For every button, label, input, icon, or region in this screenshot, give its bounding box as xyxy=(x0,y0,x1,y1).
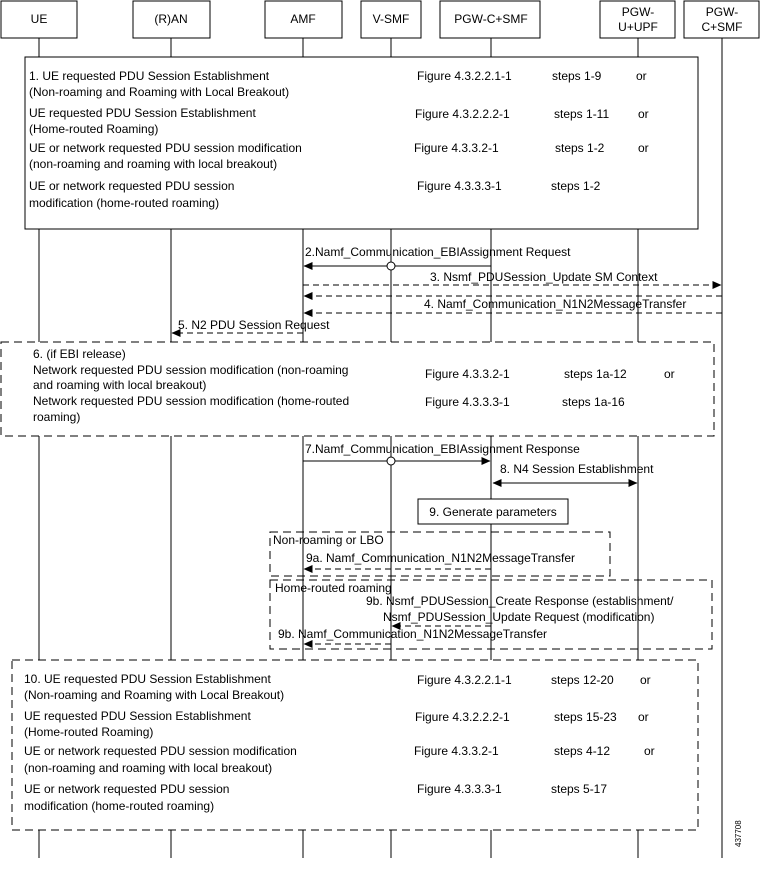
block10-row1-desc-1: 10. UE requested PDU Session Establishment xyxy=(24,672,271,686)
block6-row2-desc-1: Network requested PDU session modification (home-routed xyxy=(33,394,350,408)
block1-row1-or: or xyxy=(636,69,647,83)
block6-title: 6. (if EBI release) xyxy=(33,347,126,361)
participant-pgwc xyxy=(440,1,540,38)
message-9b-label-2: Nsmf_PDUSession_Update Request (modification) xyxy=(383,610,655,624)
figure-id: 437708 xyxy=(734,820,743,847)
block1-row1-figure: Figure 4.3.2.2.1-1 xyxy=(417,69,512,83)
block10-row4-desc-1: UE or network requested PDU session xyxy=(24,782,230,796)
block1-row3-or: or xyxy=(638,141,649,155)
message-5 xyxy=(172,318,330,333)
block1-row2-desc-2: (Home-routed Roaming) xyxy=(29,122,159,136)
message-2 xyxy=(304,245,571,270)
block10-row1-figure: Figure 4.3.2.2.1-1 xyxy=(417,673,512,687)
participant-pgwu-label-1: PGW- xyxy=(621,5,655,19)
step-9-label: 9. Generate parameters xyxy=(429,505,557,519)
step-9-box xyxy=(418,499,568,524)
block6-row1-desc-1: Network requested PDU session modification (non-roaming xyxy=(33,363,349,377)
block1-row4-desc-2: modification (home-routed roaming) xyxy=(29,196,220,210)
participant-pgwc2-label-2: C+SMF xyxy=(701,20,743,34)
participant-ran-label: (R)AN xyxy=(154,12,188,26)
participant-pgwu xyxy=(600,1,675,38)
block-10 xyxy=(12,660,698,830)
message-5-label: 5. N2 PDU Session Request xyxy=(178,318,330,332)
block6-row2-figure: Figure 4.3.3.3-1 xyxy=(425,395,510,409)
message-4-label: 4. Namf_Communication_N1N2MessageTransfer xyxy=(424,297,687,311)
lbo-block xyxy=(270,532,610,576)
participant-ran xyxy=(133,1,210,38)
block1-row3-steps: steps 1-2 xyxy=(555,141,605,155)
block6-row2-steps: steps 1a-16 xyxy=(562,395,625,409)
block-6 xyxy=(1,342,714,436)
block10-row2-or: or xyxy=(638,710,649,724)
block1-row1-steps: steps 1-9 xyxy=(552,69,602,83)
participant-amf-label: AMF xyxy=(290,12,316,26)
block6-row1-or: or xyxy=(664,367,675,381)
message-3 xyxy=(303,270,722,296)
hr-label: Home-routed roaming xyxy=(275,581,392,595)
block6-row2-desc-2: roaming) xyxy=(33,410,81,424)
block10-row2-desc-2: (Home-routed Roaming) xyxy=(24,725,154,739)
block10-row2-steps: steps 15-23 xyxy=(554,710,617,724)
block1-row3-desc-1: UE or network requested PDU session modification xyxy=(29,141,302,155)
message-9b-label-1: 9b. Nsmf_PDUSession_Create Response (establishment/ xyxy=(366,594,674,608)
block10-row2-desc-1: UE requested PDU Session Establishment xyxy=(24,709,251,723)
block1-row2-steps: steps 1-11 xyxy=(554,107,610,121)
lbo-label: Non-roaming or LBO xyxy=(273,533,384,547)
block1-row1-desc-1: 1. UE requested PDU Session Establishment xyxy=(29,69,270,83)
message-8-label: 8. N4 Session Establishment xyxy=(500,462,654,476)
block10-row2-figure: Figure 4.3.2.2.2-1 xyxy=(415,710,510,724)
block10-row3-or: or xyxy=(644,744,655,758)
block1-row4-steps: steps 1-2 xyxy=(551,179,601,193)
block10-row3-desc-1: UE or network requested PDU session modification xyxy=(24,744,297,758)
message-4 xyxy=(304,297,722,313)
message-2-label: 2.Namf_Communication_EBIAssignment Request xyxy=(305,245,571,259)
block10-row3-figure: Figure 4.3.3.2-1 xyxy=(414,744,499,758)
block1-row3-figure: Figure 4.3.3.2-1 xyxy=(414,141,499,155)
block1-row2-or: or xyxy=(638,107,649,121)
block10-row1-steps: steps 12-20 xyxy=(551,673,614,687)
block1-row2-desc-1: UE requested PDU Session Establishment xyxy=(29,106,256,120)
message-7-label: 7.Namf_Communication_EBIAssignment Response xyxy=(305,442,580,456)
participant-amf xyxy=(265,1,342,38)
participant-pgwc2 xyxy=(684,1,759,38)
block10-row3-steps: steps 4-12 xyxy=(554,744,611,758)
block10-row4-desc-2: modification (home-routed roaming) xyxy=(24,799,215,813)
block6-row1-steps: steps 1a-12 xyxy=(564,367,627,381)
message-8 xyxy=(493,462,654,483)
participant-pgwc2-label-1: PGW- xyxy=(705,5,739,19)
message-3-label: 3. Nsmf_PDUSession_Update SM Context xyxy=(430,270,658,284)
block1-row4-figure: Figure 4.3.3.3-1 xyxy=(417,179,502,193)
message-9a-label: 9a. Namf_Communication_N1N2MessageTransfer xyxy=(306,551,576,565)
block1-row1-desc-2: (Non-roaming and Roaming with Local Breakout) xyxy=(29,85,290,99)
block10-row4-figure: Figure 4.3.3.3-1 xyxy=(417,782,502,796)
block6-row1-figure: Figure 4.3.3.2-1 xyxy=(425,367,510,381)
participant-ue-label: UE xyxy=(30,12,48,26)
participant-vsmf xyxy=(361,1,421,38)
participant-pgwu-label-2: U+UPF xyxy=(618,20,658,34)
block10-row1-or: or xyxy=(640,673,651,687)
block1-row4-desc-1: UE or network requested PDU session xyxy=(29,179,235,193)
block10-row3-desc-2: (non-roaming and roaming with local breakout) xyxy=(24,761,273,775)
block6-row1-desc-2: and roaming with local breakout) xyxy=(33,378,207,392)
block1-row3-desc-2: (non-roaming and roaming with local breakout) xyxy=(29,157,278,171)
block10-row1-desc-2: (Non-roaming and Roaming with Local Breakout) xyxy=(24,688,285,702)
block1-row2-figure: Figure 4.3.2.2.2-1 xyxy=(415,107,510,121)
block10-row4-steps: steps 5-17 xyxy=(551,782,608,796)
block-1 xyxy=(25,57,698,229)
participant-pgwc-label: PGW-C+SMF xyxy=(454,12,528,26)
message-9b-label-3: 9b. Namf_Communication_N1N2MessageTransfer xyxy=(278,627,548,641)
participant-ue xyxy=(1,1,77,38)
participant-vsmf-label: V-SMF xyxy=(372,12,410,26)
